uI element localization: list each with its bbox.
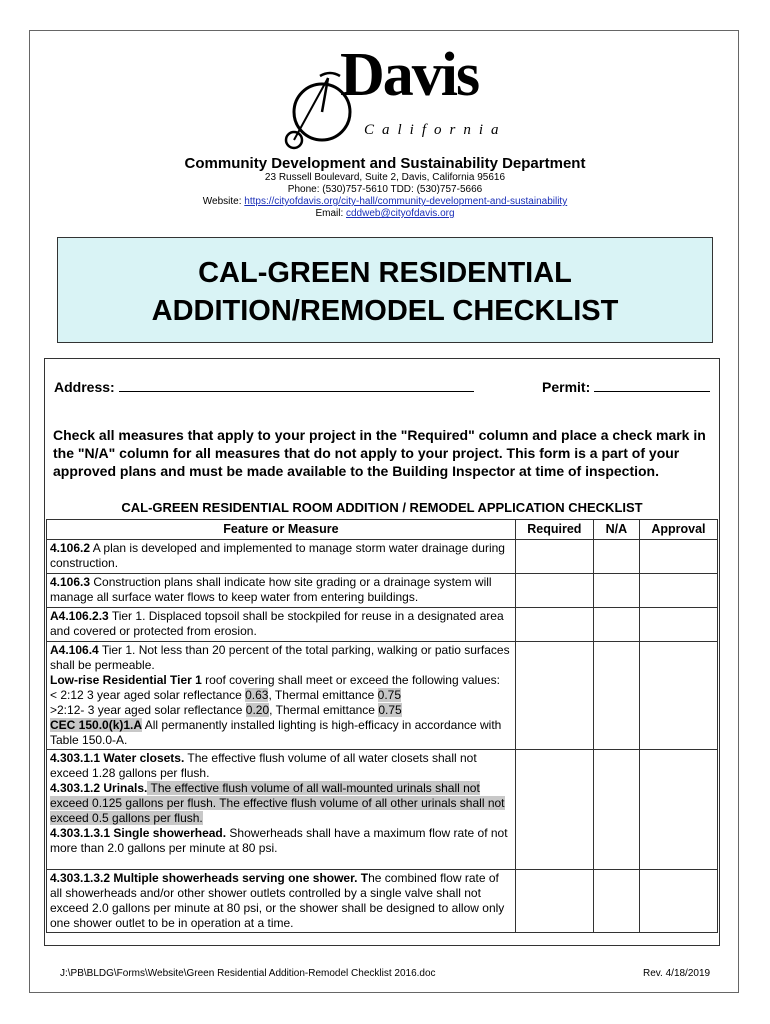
measure-code: CEC 150.0(k)1.A	[50, 718, 143, 732]
banner-title-line2: ADDITION/REMODEL CHECKLIST	[151, 295, 619, 327]
measure-code: 4.303.1.3.1 Single showerhead.	[50, 826, 227, 840]
measure-text: All permanently installed lighting is high-efficacy in accordance with Table 150.0-A.	[50, 718, 502, 747]
instructions-text: Check all measures that apply to your project in the "Required" column and place a check mark in the "N/A" column for all measures that do not apply to your project. This form is a part of your approved plans and must be made available to the Building Inspector at time of inspection.	[53, 427, 706, 479]
measure-text: Tier 1. Displaced topsoil shall be stockpiled for reuse in a designated area and covered or protected from erosion.	[50, 609, 504, 638]
email-label: Email:	[315, 208, 346, 219]
measure-text: roof covering shall meet or exceed the following values:	[201, 673, 500, 687]
emittance-label: , Thermal emittance	[269, 703, 379, 717]
table-row	[47, 608, 718, 642]
department-name: Community Development and Sustainability Department	[184, 155, 586, 172]
header-approval: Approval	[639, 520, 717, 540]
na-cell[interactable]	[593, 540, 639, 574]
measure-text: Showerheads shall have a maximum flow rate of not more than 2.0 gallons per minute at 80 psi.	[50, 826, 508, 855]
header-feature: Feature or Measure	[47, 520, 516, 540]
feature-cell	[47, 540, 516, 574]
required-cell[interactable]	[515, 870, 593, 933]
na-cell[interactable]	[593, 574, 639, 608]
table-header-row	[47, 520, 718, 540]
required-cell[interactable]	[515, 750, 593, 870]
required-cell[interactable]	[515, 608, 593, 642]
measure-text: Tier 1. Not less than 20 percent of the total parking, walking or patio surfaces shall be permeable.	[50, 643, 510, 672]
required-cell[interactable]	[515, 642, 593, 750]
measure-text: The effective flush volume of all water closets shall not exceed 1.28 gallons per flush.	[50, 751, 477, 780]
measure-code: A4.106.2.3	[50, 609, 109, 623]
department-email	[0, 208, 770, 219]
feature-cell	[47, 870, 516, 933]
emittance-label: , Thermal emittance	[268, 688, 378, 702]
header-required: Required	[515, 520, 593, 540]
feature-cell	[47, 750, 516, 870]
checklist-banner	[57, 237, 713, 343]
logo-subtitle: California	[364, 122, 507, 138]
table-row	[47, 870, 718, 933]
table-title: CAL-GREEN RESIDENTIAL ROOM ADDITION / REMODEL APPLICATION CHECKLIST	[121, 500, 643, 515]
measure-code: Low-rise Residential Tier 1	[50, 673, 202, 687]
approval-cell[interactable]	[639, 574, 717, 608]
feature-cell	[47, 574, 516, 608]
measure-code: 4.303.1.3.2 Multiple showerheads serving one shower. T	[50, 871, 369, 885]
measure-text: A plan is developed and implemented to manage storm water drainage during construction.	[50, 541, 505, 570]
measure-code: 4.303.1.2 Urinals.	[50, 781, 148, 795]
email-link[interactable]: cddweb@cityofdavis.org	[346, 208, 455, 219]
na-cell[interactable]	[593, 750, 639, 870]
measure-code: A4.106.4	[50, 643, 99, 657]
value-emittance: 0.75	[377, 688, 401, 702]
website-link[interactable]: https://cityofdavis.org/city-hall/community-development-and-sustainability	[244, 196, 568, 207]
city-logo	[282, 40, 507, 150]
value-emittance: 0.75	[378, 703, 402, 717]
checklist-table	[46, 519, 718, 933]
address-blank[interactable]	[119, 377, 474, 392]
department-address: 23 Russell Boulevard, Suite 2, Davis, California 95616	[264, 172, 506, 183]
value-solar-reflectance: 0.63	[245, 688, 269, 702]
banner-title-line1: CAL-GREEN RESIDENTIAL	[198, 257, 572, 289]
logo-wordmark: Davis	[340, 41, 479, 109]
na-cell[interactable]	[593, 870, 639, 933]
approval-cell[interactable]	[639, 870, 717, 933]
approval-cell[interactable]	[639, 642, 717, 750]
table-row	[47, 540, 718, 574]
address-field[interactable]	[54, 377, 474, 395]
feature-cell	[47, 642, 516, 750]
table-row	[47, 642, 718, 750]
na-cell[interactable]	[593, 608, 639, 642]
low-slope-roof-line: >2:12- 3 year aged solar reflectance	[50, 703, 246, 717]
na-cell[interactable]	[593, 642, 639, 750]
header-na: N/A	[593, 520, 639, 540]
approval-cell[interactable]	[639, 540, 717, 574]
required-cell[interactable]	[515, 540, 593, 574]
measure-code: 4.106.2	[50, 541, 91, 555]
feature-cell	[47, 608, 516, 642]
measure-text: Construction plans shall indicate how site grading or a drainage system will manage all surface water flows to keep water from entering buildings.	[50, 575, 492, 604]
measure-code: 4.106.3	[50, 575, 91, 589]
measure-code: 4.303.1.1 Water closets.	[50, 751, 185, 765]
website-label: Website:	[202, 196, 245, 207]
footer-revision: Rev. 4/18/2019	[643, 968, 711, 979]
address-label: Address:	[54, 379, 115, 395]
permit-blank[interactable]	[594, 377, 710, 392]
permit-label: Permit:	[542, 379, 591, 395]
steep-roof-line: < 2:12 3 year aged solar reflectance	[50, 688, 246, 702]
footer-file-path: J:\PB\BLDG\Forms\Website\Green Residential Addition-Remodel Checklist 2016.doc	[60, 968, 436, 979]
department-website	[0, 196, 770, 207]
value-solar-reflectance: 0.20	[245, 703, 270, 717]
required-cell[interactable]	[515, 574, 593, 608]
approval-cell[interactable]	[639, 608, 717, 642]
table-row	[47, 574, 718, 608]
approval-cell[interactable]	[639, 750, 717, 870]
table-row	[47, 750, 718, 870]
permit-field[interactable]	[542, 377, 710, 395]
measure-text: The effective flush volume of all wall-mounted urinals shall not exceed 0.125 gallons per flush. The effective flush volume of all other urinals shall not exceed 0.5 gallons per flush.	[50, 781, 505, 825]
measure-text: he combined flow rate of all showerheads and/or other shower outlets controlled by a single valve shall not exceed 2.0 gallons per minute at 80 psi, or the shower shall be designed to allow only one shower outlet to be in operation at a time.	[50, 871, 505, 930]
department-phone: Phone: (530)757-5610 TDD: (530)757-5666	[287, 184, 483, 195]
